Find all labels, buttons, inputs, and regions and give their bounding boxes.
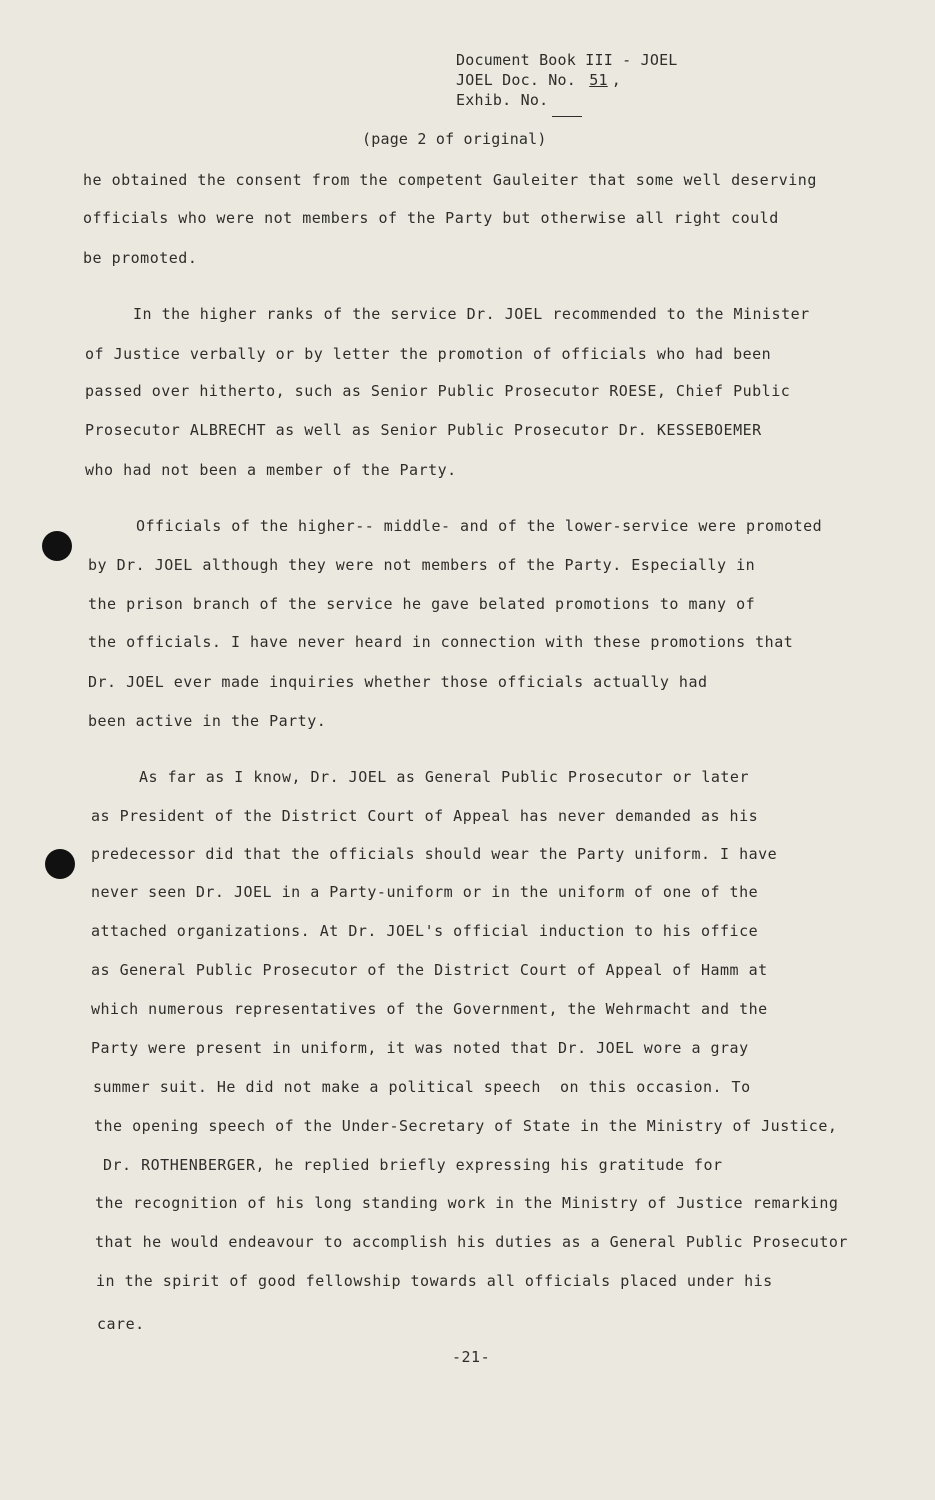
text-line: Dr. JOEL ever made inquiries whether those officials actually had xyxy=(88,673,708,691)
document-book-line: Document Book III - JOEL xyxy=(456,51,678,69)
punch-hole-icon xyxy=(42,531,72,561)
page-number: -21- xyxy=(452,1348,491,1366)
punch-hole-icon xyxy=(45,849,75,879)
text-line: as General Public Prosecutor of the District Court of Appeal of Hamm at xyxy=(91,961,768,979)
text-line: that he would endeavour to accomplish his duties as a General Public Prosecutor xyxy=(95,1233,848,1251)
exhibit-number-blank xyxy=(552,102,582,117)
text-line: in the spirit of good fellowship towards all officials placed under his xyxy=(96,1272,773,1290)
text-line: the recognition of his long standing work in the Ministry of Justice remarking xyxy=(95,1194,839,1212)
text-line: be promoted. xyxy=(83,249,198,267)
document-header xyxy=(456,50,678,117)
text-line: been active in the Party. xyxy=(88,712,327,730)
text-line: by Dr. JOEL although they were not members of the Party. Especially in xyxy=(88,556,756,574)
doc-number-suffix: , xyxy=(611,71,621,89)
text-line: the prison branch of the service he gave belated promotions to many of xyxy=(88,595,756,613)
exhibit-number-label: Exhib. No. xyxy=(456,91,549,109)
text-line: care. xyxy=(97,1315,145,1333)
text-line: predecessor did that the officials should wear the Party uniform. I have xyxy=(91,845,778,863)
text-line: Dr. ROTHENBERGER, he replied briefly expressing his gratitude for xyxy=(103,1156,723,1174)
exhibit-number-line xyxy=(456,90,678,117)
text-line: passed over hitherto, such as Senior Public Prosecutor ROESE, Chief Public xyxy=(85,382,791,400)
text-line: the officials. I have never heard in connection with these promotions that xyxy=(88,633,794,651)
text-line: never seen Dr. JOEL in a Party-uniform or in the uniform of one of the xyxy=(91,883,759,901)
page-of-original-note: (page 2 of original) xyxy=(362,130,547,148)
text-line: officials who were not members of the Party but otherwise all right could xyxy=(83,209,779,227)
text-line: as President of the District Court of Appeal has never demanded as his xyxy=(91,807,759,825)
text-line: Officials of the higher-- middle- and of the lower-service were promoted xyxy=(136,517,823,535)
text-line: attached organizations. At Dr. JOEL's official induction to his office xyxy=(91,922,759,940)
text-line: which numerous representatives of the Government, the Wehrmacht and the xyxy=(91,1000,768,1018)
text-line: the opening speech of the Under-Secretary of State in the Ministry of Justice, xyxy=(94,1117,838,1135)
doc-number-value: 51 xyxy=(589,71,608,89)
text-line: As far as I know, Dr. JOEL as General Public Prosecutor or later xyxy=(139,768,749,786)
text-line: of Justice verbally or by letter the promotion of officials who had been xyxy=(85,345,772,363)
text-line: In the higher ranks of the service Dr. JOEL recommended to the Minister xyxy=(133,305,810,323)
text-line: who had not been a member of the Party. xyxy=(85,461,457,479)
text-line: summer suit. He did not make a political speech on this occasion. To xyxy=(93,1078,751,1096)
text-line: Party were present in uniform, it was noted that Dr. JOEL wore a gray xyxy=(91,1039,749,1057)
doc-number-label: JOEL Doc. No. xyxy=(456,71,576,89)
text-line: he obtained the consent from the competent Gauleiter that some well deserving xyxy=(83,171,817,189)
doc-number-line xyxy=(456,70,678,90)
text-line: Prosecutor ALBRECHT as well as Senior Public Prosecutor Dr. KESSEBOEMER xyxy=(85,421,762,439)
